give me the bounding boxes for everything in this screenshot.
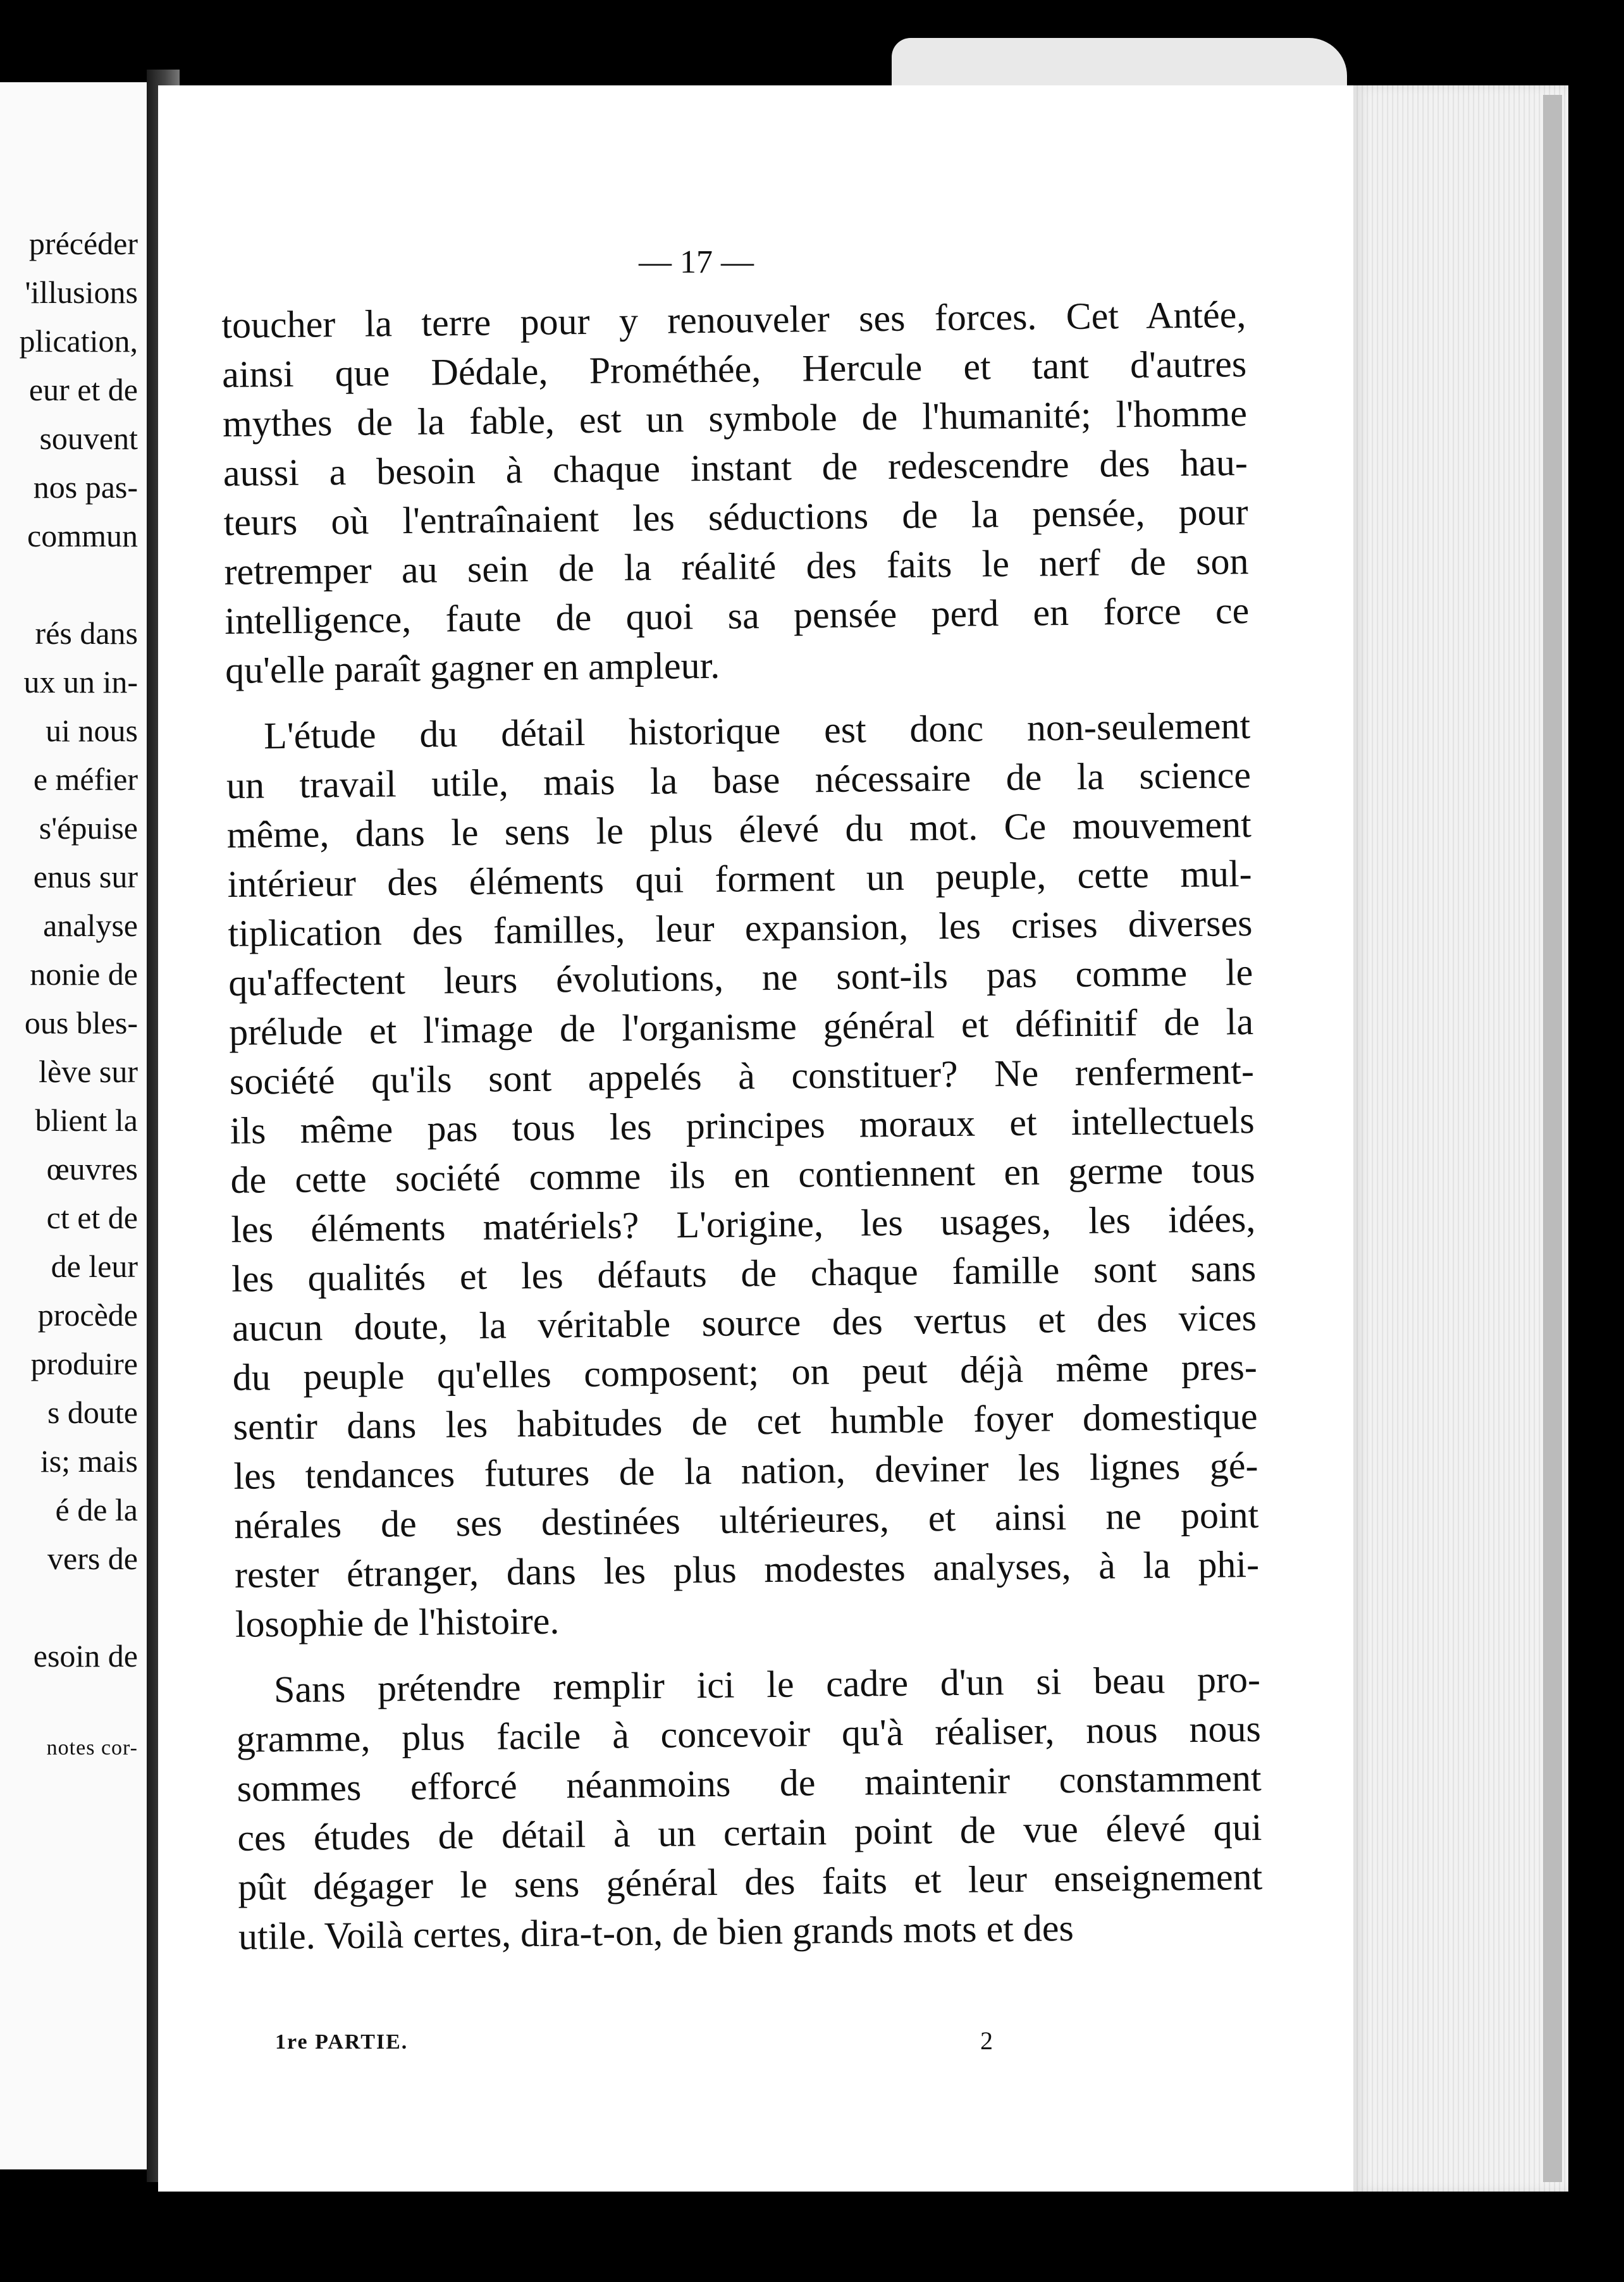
facing-page-line: ui nous <box>46 713 138 748</box>
facing-page-line: rés dans <box>35 615 138 651</box>
facing-page-line: souvent <box>39 421 138 456</box>
text-line: teurs où l'entraînaient les séductions de la pensée, pour <box>223 491 1248 543</box>
text-line: rester étranger, dans les plus modestes analyses, à la phi- <box>234 1543 1260 1596</box>
text-line: mythes de la fable, est un symbole de l'humanité; l'homme <box>222 392 1248 445</box>
text-line: même, dans le sens le plus élevé du mot. Ce mouvement <box>226 803 1252 856</box>
facing-page <box>0 82 147 2169</box>
facing-page-line: ous bles- <box>24 1005 138 1040</box>
facing-page-line: lève sur <box>39 1054 138 1089</box>
facing-page-line: is; mais <box>40 1443 138 1479</box>
facing-page-line: 'illusions <box>25 274 138 310</box>
facing-page-line: œuvres <box>46 1151 138 1187</box>
facing-page-line: é de la <box>55 1492 138 1527</box>
facing-page-line: plication, <box>19 323 138 359</box>
text-line: toucher la terre pour y renouveler ses forces. Cet Antée, <box>221 293 1246 346</box>
text-line: retremper au sein de la réalité des faits le nerf de son <box>224 540 1249 593</box>
text-line: qu'affectent leurs évolutions, ne sont-ils pas comme le <box>228 951 1253 1004</box>
text-line: gramme, plus facile à concevoir qu'à réaliser, nous nous <box>236 1707 1262 1760</box>
text-line: intérieur des éléments qui forment un peuple, cette mul- <box>227 852 1252 905</box>
text-line: ainsi que Dédale, Prométhée, Hercule et tant d'autres <box>221 343 1247 395</box>
text-line: aucun doute, la véritable source des vertus et des vices <box>231 1296 1257 1349</box>
facing-page-line: produire <box>30 1346 138 1381</box>
facing-page-line: ux un in- <box>23 664 138 700</box>
main-page <box>158 85 1360 2192</box>
text-line: les tendances futures de la nation, deviner les lignes gé- <box>233 1444 1258 1497</box>
text-line: les éléments matériels? L'origine, les usages, les idées, <box>231 1197 1256 1250</box>
signature-mark: 2 <box>980 2026 993 2055</box>
text-line: de cette société comme ils en contiennent en germe tous <box>230 1148 1255 1201</box>
facing-page-line: enus sur <box>33 859 138 894</box>
text-line: tiplication des familles, leur expansion, les crises diverses <box>228 901 1253 954</box>
facing-page-line: s'épuise <box>39 810 138 846</box>
facing-page-line: commun <box>27 518 138 553</box>
text-line: un travail utile, mais la base nécessaire de la science <box>226 753 1252 806</box>
text-line: pût dégager le sens général des faits et leur enseignement <box>237 1855 1263 1908</box>
facing-page-line: nos pas- <box>33 469 138 505</box>
body-text <box>221 290 1263 1961</box>
facing-page-line: procède <box>37 1297 138 1333</box>
text-line: aussi a besoin à chaque instant de redescendre des hau- <box>223 441 1248 494</box>
page-block-edges <box>1353 85 1568 2192</box>
text-line: du peuple qu'elles composent; on peut déjà même pres- <box>232 1345 1258 1398</box>
page-edge-shadow <box>1543 95 1562 2182</box>
facing-page-line: eur et de <box>28 372 138 407</box>
text-line: sentir dans les habitudes de cet humble foyer domestique <box>233 1395 1258 1448</box>
facing-page-line: vers de <box>47 1541 138 1576</box>
facing-page-line: notes cor- <box>46 1736 138 1760</box>
facing-page-line: précéder <box>28 226 138 261</box>
text-line: utile. Voilà certes, dira-t-on, de bien grands mots et des <box>238 1907 1074 1958</box>
facing-page-line: ct et de <box>46 1200 138 1235</box>
facing-page-line: nonie de <box>30 956 138 992</box>
facing-page-line: s doute <box>47 1395 138 1430</box>
text-line: L'étude du détail historique est donc non-seulement <box>263 704 1251 757</box>
text-line: losophie de l'histoire. <box>235 1600 560 1645</box>
facing-page-line: e méfier <box>33 762 138 797</box>
facing-page-line: analyse <box>43 908 138 943</box>
text-line: les qualités et les défauts de chaque famille sont sans <box>231 1247 1257 1300</box>
text-line: Sans prétendre remplir ici le cadre d'un si beau pro- <box>273 1658 1261 1711</box>
text-line: sommes efforcé néanmoins de maintenir constamment <box>237 1756 1262 1810</box>
text-line: ils même pas tous les principes moraux et intellectuels <box>230 1099 1255 1152</box>
text-line: nérales de ses destinées ultérieures, et ainsi ne point <box>233 1493 1259 1546</box>
text-line: ces études de détail à un certain point de vue élevé qui <box>237 1806 1262 1859</box>
page-number: — 17 — <box>639 244 754 280</box>
text-line: société qu'ils sont appelés à constituer? Ne renferment- <box>229 1049 1255 1102</box>
facing-page-line: de leur <box>51 1249 138 1284</box>
signature-line: 1re PARTIE. <box>275 2030 409 2054</box>
text-line: intelligence, faute de quoi sa pensée perd en force ce <box>224 589 1250 642</box>
facing-page-line: blient la <box>35 1102 138 1138</box>
facing-page-line: esoin de <box>33 1638 138 1674</box>
text-line: prélude et l'image de l'organisme général et définitif de la <box>228 1000 1254 1053</box>
text-line: qu'elle paraît gagner en ampleur. <box>225 644 720 691</box>
